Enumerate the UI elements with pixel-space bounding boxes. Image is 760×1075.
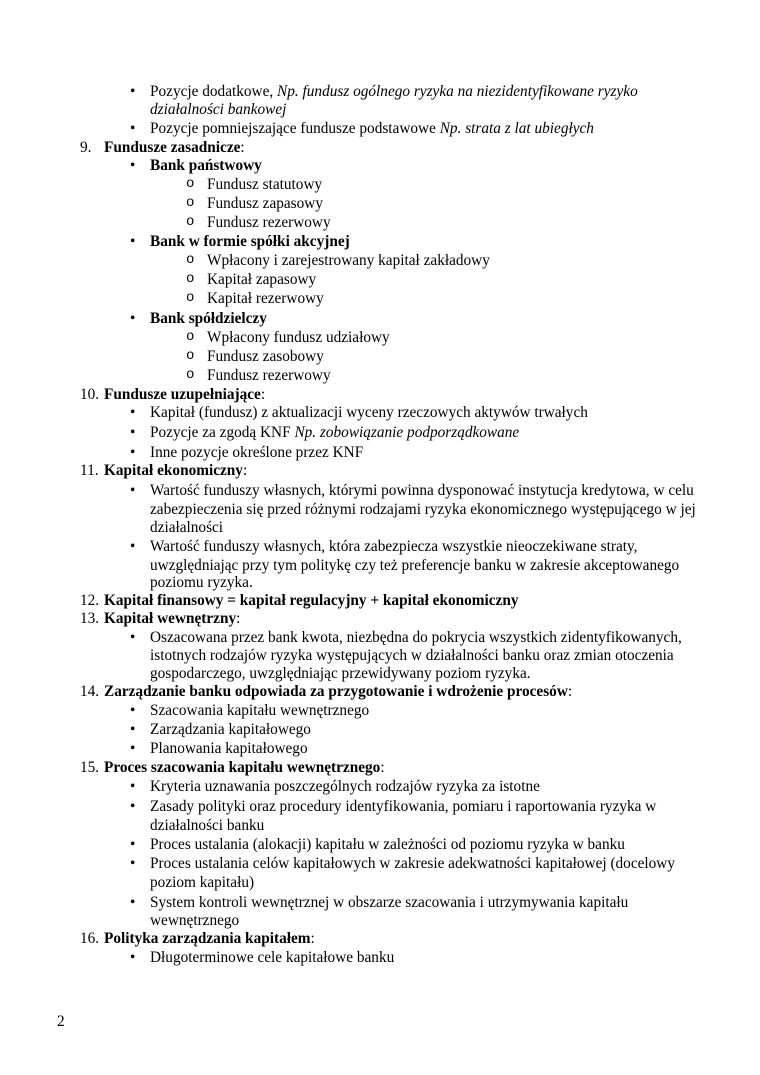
list-item-line: Wartość funduszy własnych, która zabezpiecza wszystkie nieoczekiwane straty, — [150, 538, 638, 555]
list-item-line: gospodarczego, uwzględniając przewidywany poziom ryzyka. — [150, 665, 531, 682]
sub-list-item: Fundusz rezerwowy — [207, 214, 331, 231]
section-number: 10. — [80, 386, 100, 403]
list-item-line: Kapitał (fundusz) z aktualizacji wyceny rzeczowych aktywów trwałych — [150, 404, 588, 421]
sub-bullet-marker: o — [186, 271, 195, 287]
bullet-marker: • — [130, 778, 136, 795]
section-heading — [104, 609, 240, 628]
bullet-marker: • — [130, 836, 136, 853]
list-item-line — [150, 82, 638, 101]
bullet-marker: • — [130, 721, 136, 738]
example-text: Np. strata z lat ubiegłych — [439, 120, 594, 137]
section-title: Kapitał wewnętrzny — [104, 610, 237, 627]
bullet-marker: • — [130, 310, 136, 327]
section-heading — [104, 758, 385, 777]
section-heading — [104, 461, 247, 480]
section-title-colon: : — [380, 759, 385, 776]
sub-bullet-marker: o — [186, 214, 195, 230]
list-item-line: działalności — [150, 519, 224, 536]
section-title: Fundusze uzupełniające — [104, 386, 261, 403]
list-item-line: działalności banku — [150, 817, 265, 834]
section-number: 9. — [80, 139, 92, 156]
list-item-line — [150, 119, 594, 138]
sub-list-item: Fundusz rezerwowy — [207, 367, 331, 384]
sub-bullet-marker: o — [186, 252, 195, 268]
bullet-marker: • — [130, 120, 136, 137]
bullet-marker: • — [130, 949, 136, 966]
sub-bullet-marker: o — [186, 367, 195, 383]
list-item-line: Oszacowana przez bank kwota, niezbędna do pokrycia wszystkich zidentyfikowanych, — [150, 629, 682, 646]
section-heading — [104, 682, 572, 701]
section-title-colon: : — [242, 462, 248, 479]
bullet-marker: • — [130, 404, 136, 421]
list-item-line: Proces ustalania (alokacji) kapitału w zależności od poziomu ryzyka w banku — [150, 836, 625, 853]
list-item-line: Kryteria uznawania poszczególnych rodzajów ryzyka za istotne — [150, 778, 540, 795]
group-title: Bank spółdzielczy — [150, 310, 267, 327]
list-item-line — [150, 100, 286, 119]
sub-list-item: Kapitał zapasowy — [207, 271, 317, 288]
sub-list-item: Fundusz zasobowy — [207, 348, 324, 365]
list-item-line: Wartość funduszy własnych, którymi powinna dysponować instytucja kredytowa, w celu — [150, 482, 694, 499]
bullet-marker: • — [130, 702, 136, 719]
sub-list-item: Fundusz statutowy — [207, 176, 323, 193]
bullet-marker: • — [130, 444, 136, 461]
section-title: Kapitał ekonomiczny — [104, 462, 243, 479]
example-text: działalności bankowej — [150, 101, 287, 118]
sub-bullet-marker: o — [186, 176, 195, 192]
list-item-line — [150, 423, 519, 442]
section-title-colon: : — [310, 930, 315, 947]
bullet-marker: • — [130, 538, 136, 555]
list-item-line: Długoterminowe cele kapitałowe banku — [150, 949, 395, 966]
list-item-line: Szacowania kapitału wewnętrznego — [150, 702, 370, 719]
list-item-line: uwzględniając przy tym politykę czy też preferencje banku w zakresie akceptowanego — [150, 557, 680, 574]
list-item-line: Proces ustalania celów kapitałowych w zakresie adekwatności kapitałowej (docelowy — [150, 855, 676, 872]
bullet-marker: • — [130, 894, 136, 911]
sub-bullet-marker: o — [186, 195, 195, 211]
list-item-text: Pozycje dodatkowe, — [150, 83, 274, 100]
sub-list-item: Wpłacony i zarejestrowany kapitał zakładowy — [207, 252, 490, 269]
bullet-marker: • — [130, 157, 136, 174]
section-title-colon: : — [240, 139, 245, 156]
section-title: Polityka zarządzania kapitałem — [104, 930, 311, 947]
bullet-marker: • — [130, 740, 136, 757]
list-item-line: wewnętrznego — [150, 912, 240, 929]
page-number: 2 — [57, 1013, 65, 1030]
list-item-text: Pozycje za zgodą KNF — [150, 424, 291, 441]
bullet-marker: • — [130, 798, 136, 815]
section-number: 15. — [80, 759, 100, 776]
list-item-line: zabezpieczenia się przed różnymi rodzajami ryzyka ekonomicznego występującego w jej — [150, 501, 696, 518]
bullet-marker: • — [130, 482, 136, 499]
list-item-line: Zarządzania kapitałowego — [150, 721, 311, 738]
list-item-text: Pozycje pomniejszające fundusze podstawowe — [150, 120, 436, 137]
section-heading — [104, 138, 245, 157]
section-title-colon: : — [567, 683, 573, 700]
section-number: 12. — [80, 592, 100, 609]
sub-list-item: Kapitał rezerwowy — [207, 290, 324, 307]
example-text: Np. zobowiązanie podporządkowane — [294, 424, 520, 441]
section-heading — [104, 929, 315, 948]
sub-list-item: Wpłacony fundusz udziałowy — [207, 329, 390, 346]
section-title: Proces szacowania kapitału wewnętrznego — [104, 759, 381, 776]
bullet-marker: • — [130, 233, 136, 250]
sub-bullet-marker: o — [186, 290, 195, 306]
bullet-marker: • — [130, 629, 136, 646]
section-title: Zarządzanie banku odpowiada za przygotowanie i wdrożenie procesów — [104, 683, 568, 700]
section-number: 14. — [80, 683, 100, 700]
bullet-marker: • — [130, 424, 136, 441]
list-item-line: Zasady polityki oraz procedury identyfikowania, pomiaru i raportowania ryzyka w — [150, 798, 657, 815]
sub-list-item: Fundusz zapasowy — [207, 195, 323, 212]
section-number: 11. — [80, 462, 99, 479]
list-item-line: poziomu ryzyka. — [150, 574, 253, 591]
sub-bullet-marker: o — [186, 329, 195, 345]
list-item-line: System kontroli wewnętrznej w obszarze szacowania i utrzymywania kapitału — [150, 894, 629, 911]
section-number: 13. — [80, 610, 100, 627]
section-heading — [104, 591, 519, 610]
section-title-colon: : — [260, 386, 266, 403]
bullet-marker: • — [130, 855, 136, 872]
section-heading — [104, 385, 265, 404]
list-item-line: Planowania kapitałowego — [150, 740, 308, 757]
section-title-colon: : — [236, 610, 241, 627]
list-item-line: istotnych rodzajów ryzyka występujących w działalności banku oraz zmian otoczenia — [150, 647, 674, 664]
bullet-marker: • — [130, 83, 136, 100]
section-title: Kapitał finansowy = kapitał regulacyjny + kapitał ekonomiczny — [104, 592, 519, 609]
list-item-line: poziom kapitału) — [150, 874, 255, 891]
sub-bullet-marker: o — [186, 348, 195, 364]
list-item-line: Inne pozycje określone przez KNF — [150, 444, 364, 461]
section-title: Fundusze zasadnicze — [104, 139, 241, 156]
group-title: Bank w formie spółki akcyjnej — [150, 233, 350, 250]
section-number: 16. — [80, 930, 100, 947]
example-text: Np. fundusz ogólnego ryzyka na niezidentyfikowane ryzyko — [277, 83, 638, 100]
group-title: Bank państwowy — [150, 157, 262, 174]
